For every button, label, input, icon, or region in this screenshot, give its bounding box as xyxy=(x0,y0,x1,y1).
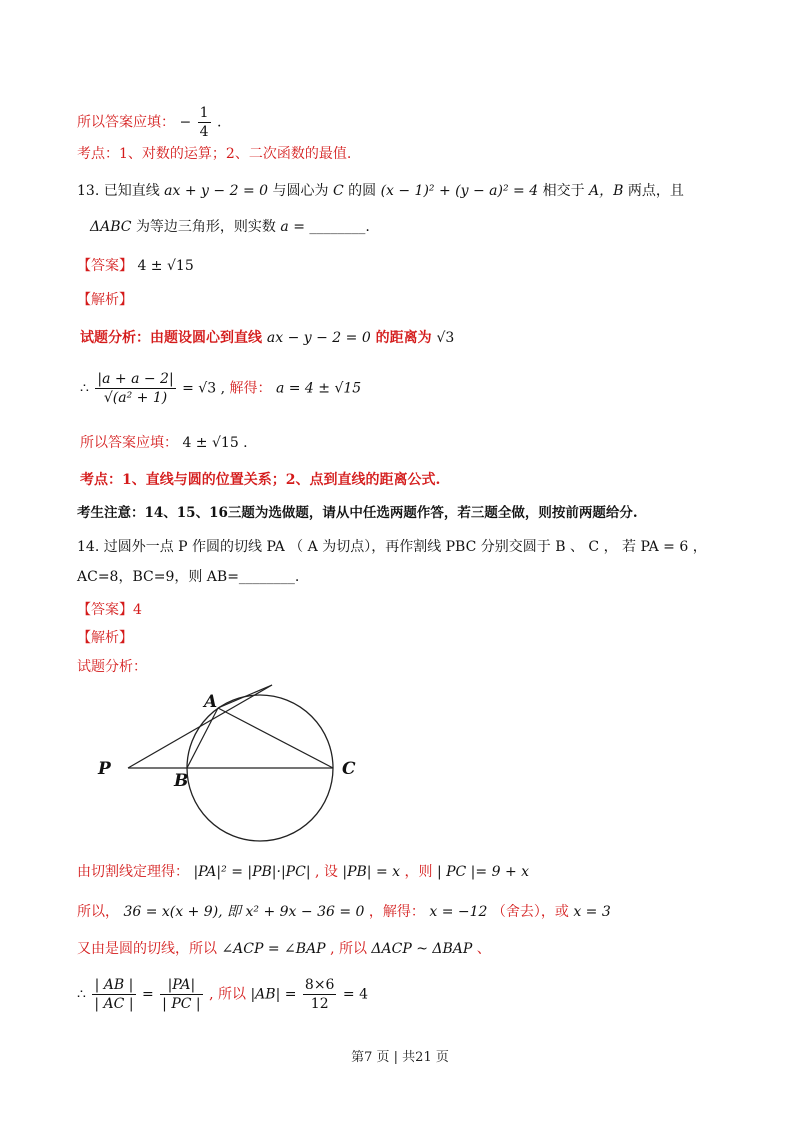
step-equation: 36 = x(x + 9), 即 x² + 9x − 36 = 0 xyxy=(123,904,365,920)
q13-analysis-label: 【解析】 xyxy=(77,292,133,308)
distance-fraction xyxy=(95,370,175,407)
label-b: B xyxy=(174,771,189,791)
answer-value: 4 ± √15 xyxy=(137,258,194,274)
q13-analysis-line1 xyxy=(80,328,454,348)
step-text: 由切割线定理得： xyxy=(77,864,189,880)
ratio-ab-ac xyxy=(92,976,135,1013)
step-text: 又由是圆的切线，所以 xyxy=(77,941,217,957)
step-text: , 所以 xyxy=(209,986,246,1003)
prev-answer-line xyxy=(77,104,221,141)
step-equation: |PA|² = |PB|·|PC| xyxy=(193,864,311,880)
step-text: （舍去），或 xyxy=(491,904,569,920)
segment-ac xyxy=(218,708,333,768)
q13-kaodian: 考点：1、直线与圆的位置关系；2、点到直线的距离公式. xyxy=(80,472,441,488)
q14-answer: 【答案】4 xyxy=(77,602,142,618)
result-value: = 4 xyxy=(342,986,369,1003)
jiede-label: 解得： xyxy=(229,380,272,397)
q13-line1 xyxy=(77,181,684,201)
page-footer: 第7 页 | 共21 页 xyxy=(351,1050,449,1065)
q14-line2: AC=8，BC=9，则 AB=________. xyxy=(77,569,300,585)
fraction-denominator: 12 xyxy=(310,996,329,1012)
step-equation: |AB| = xyxy=(250,986,297,1003)
step-equation: | PC |= 9 + x xyxy=(436,864,530,880)
q13-var-c: C xyxy=(332,183,344,199)
step-equation: ΔACP ~ ΔBAP xyxy=(371,941,473,957)
q13-text: 与圆心为 xyxy=(272,183,329,199)
elective-notice: 考生注意：14、15、16三题为选做题，请从中任选两题作答，若三题全做，则按前两题给分. xyxy=(77,505,638,521)
step-text: , 设 xyxy=(315,864,338,880)
therefore-symbol: ∴ xyxy=(80,380,89,397)
tangent-line xyxy=(128,685,272,768)
q13-points: A，B xyxy=(589,183,624,199)
step-equation: |PB| = x xyxy=(342,864,401,880)
fraction-numerator: 8×6 xyxy=(304,977,335,993)
analysis-sqrt3: √3 xyxy=(436,330,455,346)
answer-fill-value: 4 ± √15 . xyxy=(182,435,248,451)
q14-analysis-label: 【解析】 xyxy=(77,630,133,646)
result-fraction xyxy=(303,976,337,1013)
segment-ab xyxy=(187,708,218,768)
q13-text: 两点，且 xyxy=(627,183,684,199)
fraction-denominator: √(a² + 1) xyxy=(103,390,168,406)
fraction-numerator: |a + a − 2| xyxy=(97,371,174,387)
prev-answer-suffix: . xyxy=(217,114,222,131)
ratio-pa-pc xyxy=(160,976,202,1013)
q14-step3 xyxy=(77,939,491,959)
tangent-extension xyxy=(218,685,272,708)
q13-line-equation: ax + y − 2 = 0 xyxy=(164,183,269,199)
therefore-symbol: ∴ xyxy=(77,986,86,1003)
step-text: 所以， xyxy=(77,904,119,920)
q13-blank: = ________. xyxy=(293,219,370,235)
answer-fill-label: 所以答案应填： xyxy=(80,435,178,451)
fraction-denominator: | AC | xyxy=(94,996,134,1012)
q13-triangle: ΔABC xyxy=(90,219,132,235)
q13-text: 相交于 xyxy=(542,183,585,199)
fraction-numerator: |PA| xyxy=(167,977,196,993)
q13-var-a: a xyxy=(280,219,289,235)
label-a: A xyxy=(204,692,218,712)
analysis-text: 试题分析：由题设圆心到直线 xyxy=(80,330,262,346)
jiede-value: a = 4 ± √15 xyxy=(275,380,362,397)
step-equation: x = −12 xyxy=(429,904,488,920)
q13-line2 xyxy=(90,217,370,237)
fraction-numerator: 1 xyxy=(199,105,209,121)
q13-text: 13. 已知直线 xyxy=(77,183,160,199)
equation-text: = √3 , xyxy=(182,380,226,397)
q13-distance-equation xyxy=(80,370,361,407)
step-text: ，则 xyxy=(404,864,433,880)
prev-answer-sign: − xyxy=(179,114,192,131)
q13-text: 的圆 xyxy=(348,183,377,199)
fraction-numerator: | AB | xyxy=(94,977,134,993)
q13-circle-equation: (x − 1)² + (y − a)² = 4 xyxy=(380,183,539,199)
q14-step2 xyxy=(77,902,611,922)
q14-step4: ∴ $\frac{| AB |}{| AC |}$ = $\frac{|PA|}{| PC |}$ , 所以 |AB| = $\frac{8\times 6}{12}$ = 4 xyxy=(77,977,369,1012)
q13-answer xyxy=(77,256,194,276)
q14-line1: 14. 过圆外一点 P 作圆的切线 PA （ A 为切点），再作割线 PBC 分别交圆于 B 、 C ， 若 PA = 6 ， xyxy=(77,539,707,555)
label-c: C xyxy=(342,759,356,779)
q13-text: 为等边三角形，则实数 xyxy=(135,219,276,235)
q13-answer-fill xyxy=(80,433,248,453)
fraction-denominator: 4 xyxy=(199,124,209,140)
q14-analysis-start: 试题分析： xyxy=(77,659,147,675)
step-equation: ∠ACP = ∠BAP xyxy=(221,941,326,957)
prev-answer-prefix: 所以答案应填： xyxy=(77,114,175,131)
secant-tangent-figure xyxy=(90,675,380,850)
step-text: ，解得： xyxy=(368,904,425,920)
prev-answer-fraction xyxy=(198,104,211,141)
step-text: , 所以 xyxy=(330,941,367,957)
q14-step1 xyxy=(77,862,529,882)
analysis-text: 的距离为 xyxy=(375,330,432,346)
prev-kaodian: 考点：1、对数的运算；2、二次函数的最值. xyxy=(77,146,352,162)
analysis-equation: ax − y − 2 = 0 xyxy=(266,330,371,346)
step-text: 、 xyxy=(476,941,491,957)
fraction-denominator: | PC | xyxy=(162,996,201,1012)
label-p: P xyxy=(98,759,111,779)
answer-label: 【答案】 xyxy=(77,258,133,274)
step-equation: x = 3 xyxy=(573,904,611,920)
